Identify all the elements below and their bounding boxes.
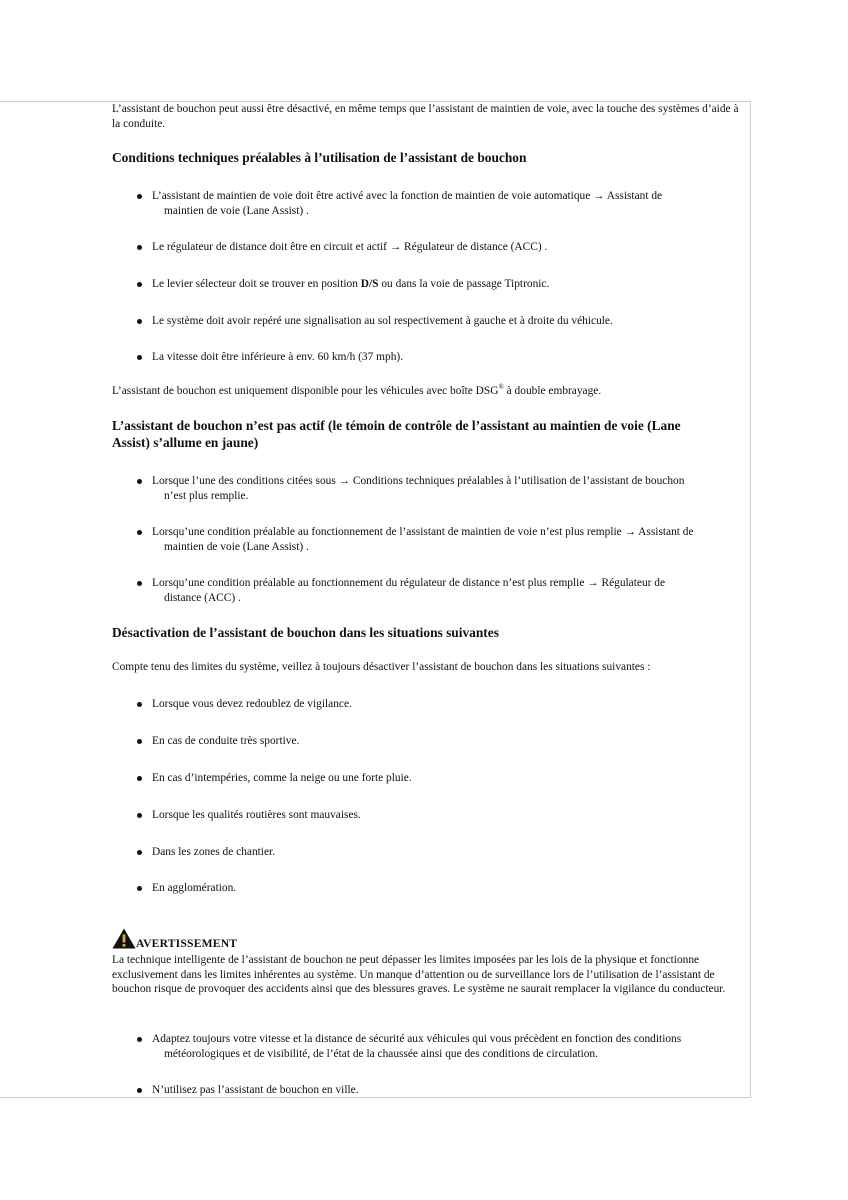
warning-text: La technique intelligente de l’assistant de bouchon ne peut dépasser les limites imposées par les lois de la physique et fonctionne exclusivement dans les limites inhérentes au système. Un manque d’attention ou de surveillance lors de l’utilisation de l’assistant de bouchon risque de provoquer des accidents ainsi que des blessures graves. Le système ne saurait remplacer la vigilance du conducteur. [112,954,726,995]
bullet-icon [137,776,142,781]
list-item: Lorsque vous devez redoublez de vigilance. [152,697,742,712]
list-item: En agglomération. [152,881,742,896]
bullet-icon [137,194,142,199]
list-item: En cas d’intempéries, comme la neige ou une forte pluie. [152,771,742,786]
bullet-icon [137,850,142,855]
list-item: Dans les zones de chantier. [152,845,742,860]
warning-triangle-icon [112,928,136,949]
dsg-note: L’assistant de bouchon est uniquement disponible pour les véhicules avec boîte DSG® à double embrayage. [112,383,602,397]
bullet-icon [137,282,142,287]
bullet-icon [137,530,142,535]
list-item: N’utilisez pas l’assistant de bouchon en ville. [152,1083,742,1098]
list-item: Lorsque l’une des conditions citées sous → Conditions techniques préalables à l’utilisation de l’assistant de bouchon n’est plus remplie. [152,474,742,503]
list-item: L’assistant de maintien de voie doit être activé avec la fonction de maintien de voie automatique → Assistant de maintien de voie (Lane Assist) . [152,189,742,218]
bullet-icon [137,319,142,324]
list-item: Le régulateur de distance doit être en circuit et actif → Régulateur de distance (ACC) . [152,240,742,255]
bullet-icon [137,245,142,250]
list-item: La vitesse doit être inférieure à env. 60 km/h (37 mph). [152,350,742,365]
list-item: En cas de conduite très sportive. [152,734,742,749]
bullet-icon [137,581,142,586]
bullet-icon [137,702,142,707]
deactivation-heading: Désactivation de l’assistant de bouchon dans les situations suivantes [112,625,499,640]
bullet-icon [137,355,142,360]
bullet-icon [137,886,142,891]
inactive-heading: L’assistant de bouchon n’est pas actif (le témoin de contrôle de l’assistant au maintien de voie (Lane Assist) s’allume en jaune) [112,418,681,450]
list-item: Le système doit avoir repéré une signalisation au sol respectivement à gauche et à droite du véhicule. [152,314,742,329]
list-item: Lorsqu’une condition préalable au fonctionnement de l’assistant de maintien de voie n’est plus remplie → Assistant de maintien de voie (Lane Assist) . [152,525,742,554]
list-item: Le levier sélecteur doit se trouver en position D/S ou dans la voie de passage Tiptronic. [152,277,742,292]
list-item: Lorsque les qualités routières sont mauvaises. [152,808,742,823]
list-item: Lorsqu’une condition préalable au fonctionnement du régulateur de distance n’est plus remplie → Régulateur de distance (ACC) . [152,576,742,605]
warning-title: AVERTISSEMENT [136,937,238,950]
deactivation-intro: Compte tenu des limites du système, veillez à toujours désactiver l’assistant de bouchon dans les situations suivantes : [112,661,651,673]
warning-title-block [112,928,244,950]
conditions-heading: Conditions techniques préalables à l’utilisation de l’assistant de bouchon [112,150,527,165]
bullet-icon [137,1037,142,1042]
bullet-icon [137,1088,142,1093]
bullet-icon [137,739,142,744]
bullet-icon [137,479,142,484]
intro-paragraph: L’assistant de bouchon peut aussi être désactivé, en même temps que l’assistant de maintien de voie, avec la touche des systèmes d’aide à la conduite. [112,103,739,130]
bullet-icon [137,813,142,818]
list-item: Adaptez toujours votre vitesse et la distance de sécurité aux véhicules qui vous précèdent en fonction des conditions météorologiques et de visibilité, de l’état de la chaussée ainsi que des conditions de circulation. [152,1032,742,1061]
